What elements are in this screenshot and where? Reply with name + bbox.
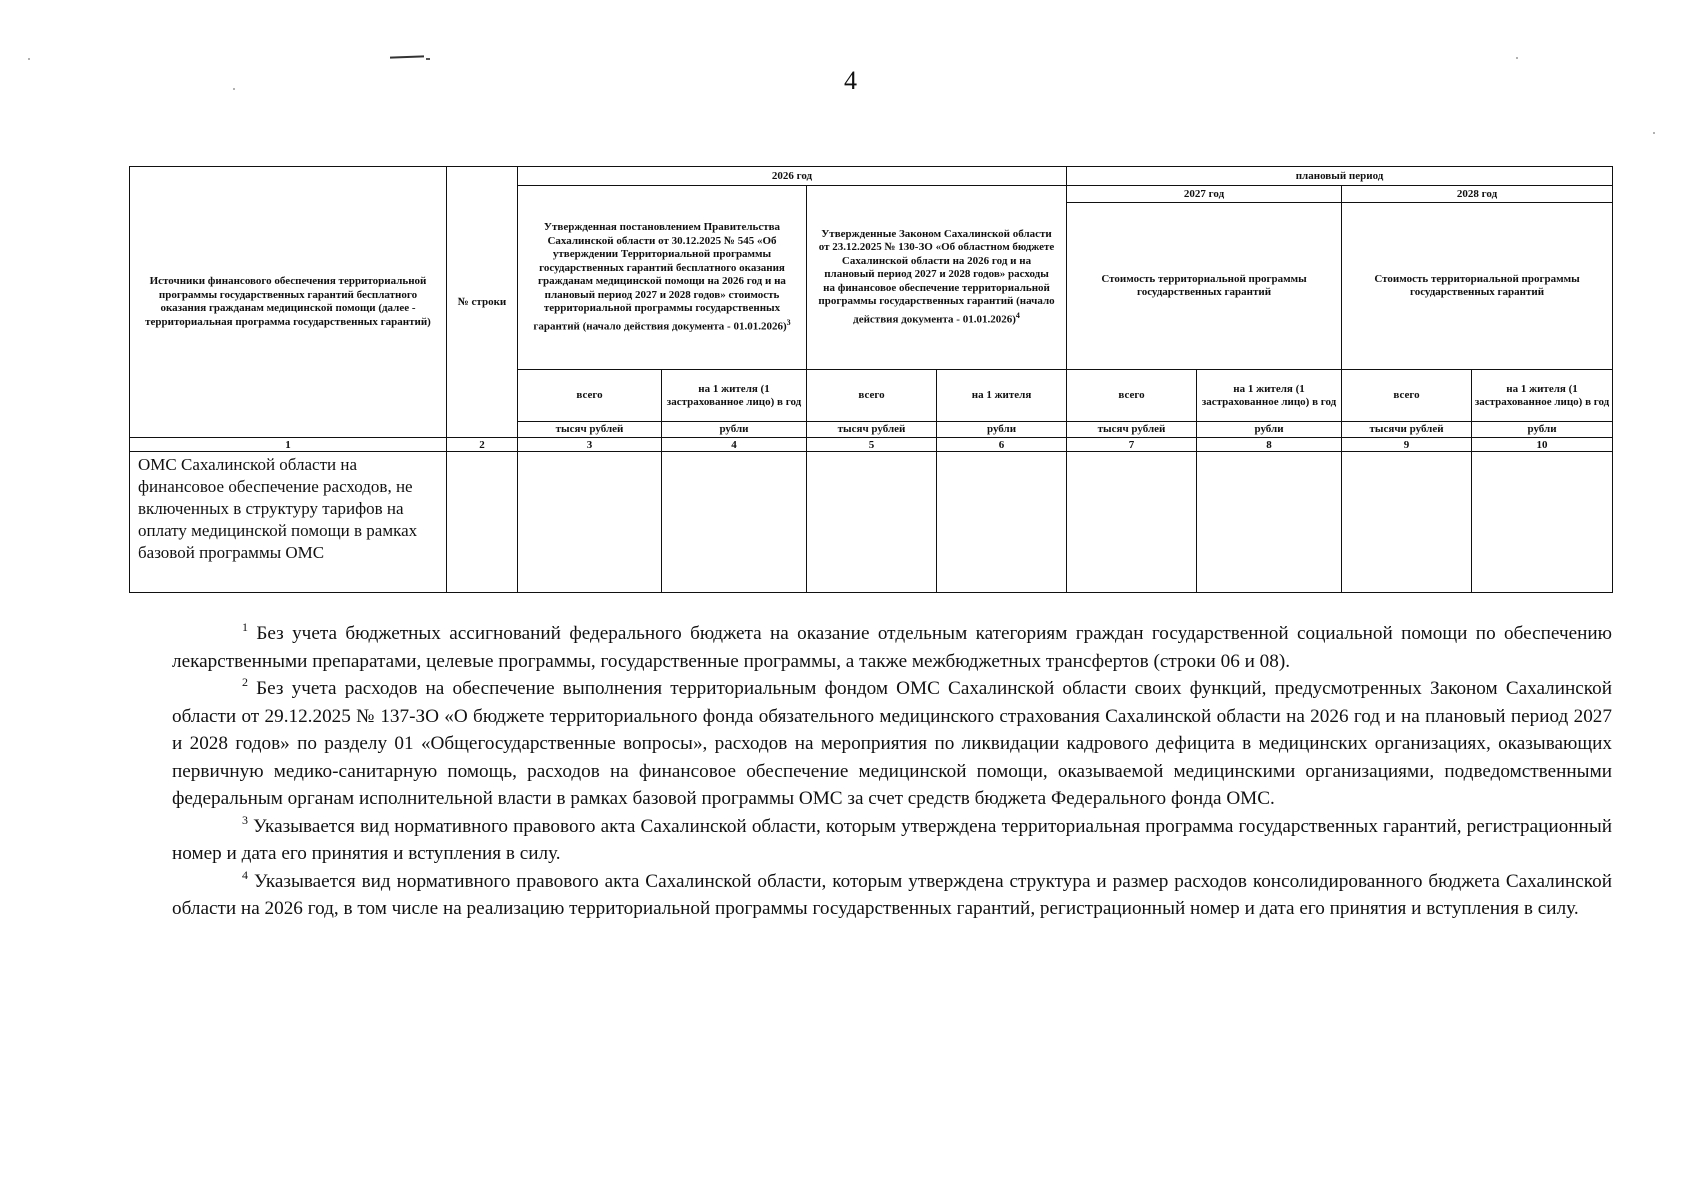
footnote-mark: 4: [242, 867, 248, 882]
column-number: 5: [807, 438, 937, 452]
footnotes: [172, 620, 1612, 923]
footnote-text: Указывается вид нормативного правового акта Сахалинской области, которым утверждена структура и размер расходов консолидированного бюджета Сахалинской области на 2026 год, в том числе на реализацию территориальной программы государственных гарантий, регистрационный номер и дата его принятия и вступления в силу.: [172, 870, 1613, 919]
unit-thousand-rubles: тысяч рублей: [807, 422, 937, 438]
empty-cell: [518, 452, 662, 593]
page-number: 4: [844, 66, 857, 95]
unit-thousand-rubles: тысячи рублей: [1342, 422, 1472, 438]
header-approved-resolution: Утвержденная постановлением Правительства Сахалинской области от 30.12.2025 № 545 «Об утверждении Территориальной программы государственных гарантий бесплатного оказания гражданам медицинской помощи на 2026 год и на плановый период 2027 и 2028 годов» стоимость территориальной программы государственных гарантий (начало действия документа - 01.01.2026)$^3$: [518, 186, 807, 370]
footnote-mark: 3: [242, 812, 248, 827]
unit-rubles: рубли: [662, 422, 807, 438]
scan-artifact-mark: [426, 58, 430, 60]
subheader-per-insured: на 1 жителя (1 застрахованное лицо) в год: [662, 370, 807, 422]
column-number: 8: [1197, 438, 1342, 452]
unit-thousand-rubles: тысяч рублей: [1067, 422, 1197, 438]
subheader-per-insured: на 1 жителя (1 застрахованное лицо) в год: [1472, 370, 1613, 422]
footnote-text: Указывается вид нормативного правового акта Сахалинской области, которым утверждена территориальная программа государственных гарантий, регистрационный номер и дата его принятия и вступления в силу.: [172, 815, 1612, 864]
table-row: [130, 452, 1613, 593]
row-label-oms-financing: ОМС Сахалинской области на финансовое обеспечение расходов, не включенных в структуру тарифов на оплату медицинской помощи в рамках базовой программы ОМС: [130, 452, 447, 593]
header-funding-sources: Источники финансового обеспечения территориальной программы государственных гарантий бесплатного оказания гражданам медицинской помощи (далее - территориальная программа государственных гарантий): [130, 167, 447, 438]
unit-rubles: рубли: [937, 422, 1067, 438]
unit-thousand-rubles: тысяч рублей: [518, 422, 662, 438]
financing-table: [129, 166, 1613, 593]
subheader-total: всего: [807, 370, 937, 422]
scan-artifact-mark: [390, 55, 424, 58]
header-planning-period: плановый период: [1067, 167, 1613, 186]
footnote: [172, 620, 1612, 675]
unit-rubles: рубли: [1197, 422, 1342, 438]
unit-rubles: рубли: [1472, 422, 1613, 438]
column-number: 3: [518, 438, 662, 452]
footnote-mark: 1: [242, 620, 248, 634]
empty-cell: [1342, 452, 1472, 593]
header-cost-2027: Стоимость территориальной программы государственных гарантий: [1067, 203, 1342, 370]
subheader-total: всего: [518, 370, 662, 422]
column-number: 9: [1342, 438, 1472, 452]
subheader-per-resident: на 1 жителя: [937, 370, 1067, 422]
empty-cell: [937, 452, 1067, 593]
header-cost-2028: Стоимость территориальной программы государственных гарантий: [1342, 203, 1613, 370]
empty-cell: [447, 452, 518, 593]
empty-cell: [1197, 452, 1342, 593]
footnote-text: Без учета расходов на обеспечение выполнения территориальным фондом ОМС Сахалинской области своих функций, предусмотренных Законом Сахалинской области от 29.12.2025 № 137-ЗО «О бюджете территориального фонда обязательного медицинского страхования Сахалинской области на 2026 год и на плановый период 2027 и 2028 годов» по разделу 01 «Общегосударственные вопросы», расходов на мероприятия по ликвидации кадрового дефицита в медицинских организациях, оказывающих первичную медико-санитарную помощь, расходов на финансовое обеспечение медицинской помощи, оказываемой медицинскими организациями, подведомственными федеральным органам исполнительной власти в рамках базовой программы ОМС за счет средств бюджета Федерального фонда ОМС.: [172, 678, 1612, 809]
footnote: [172, 813, 1612, 868]
header-year-2026: 2026 год: [518, 167, 1067, 186]
empty-cell: [1472, 452, 1613, 593]
footnote-text: Без учета бюджетных ассигнований федерального бюджета на оказание отдельным категориям граждан государственной социальной помощи по обеспечению лекарственными препаратами, целевые программы, государственные программы, а также межбюджетных трансфертов (строки 06 и 08).: [172, 623, 1612, 672]
empty-cell: [1067, 452, 1197, 593]
header-year-2028: 2028 год: [1342, 186, 1613, 203]
column-number: 6: [937, 438, 1067, 452]
column-number: 2: [447, 438, 518, 452]
scan-speck: [28, 58, 30, 60]
subheader-total: всего: [1342, 370, 1472, 422]
footnote: [172, 675, 1612, 813]
footnote-mark: 2: [242, 675, 248, 689]
header-approved-law: Утвержденные Законом Сахалинской области от 23.12.2025 № 130-ЗО «Об областном бюджете Сахалинской области на 2026 год и на плановый период 2027 и 2028 годов» расходы на финансовое обеспечение территориальной программы государственных гарантий (начало действия документа - 01.01.2026)$^4$: [807, 186, 1067, 370]
scan-speck: [1653, 132, 1655, 134]
header-row-number: № строки: [447, 167, 518, 438]
header-year-2027: 2027 год: [1067, 186, 1342, 203]
subheader-total: всего: [1067, 370, 1197, 422]
empty-cell: [807, 452, 937, 593]
column-number-row: [130, 438, 1613, 452]
column-number: 4: [662, 438, 807, 452]
footnote: [172, 868, 1612, 923]
empty-cell: [662, 452, 807, 593]
subheader-per-insured: на 1 жителя (1 застрахованное лицо) в год: [1197, 370, 1342, 422]
scan-speck: [1516, 57, 1518, 59]
column-number: 10: [1472, 438, 1613, 452]
column-number: 7: [1067, 438, 1197, 452]
column-number: 1: [130, 438, 447, 452]
